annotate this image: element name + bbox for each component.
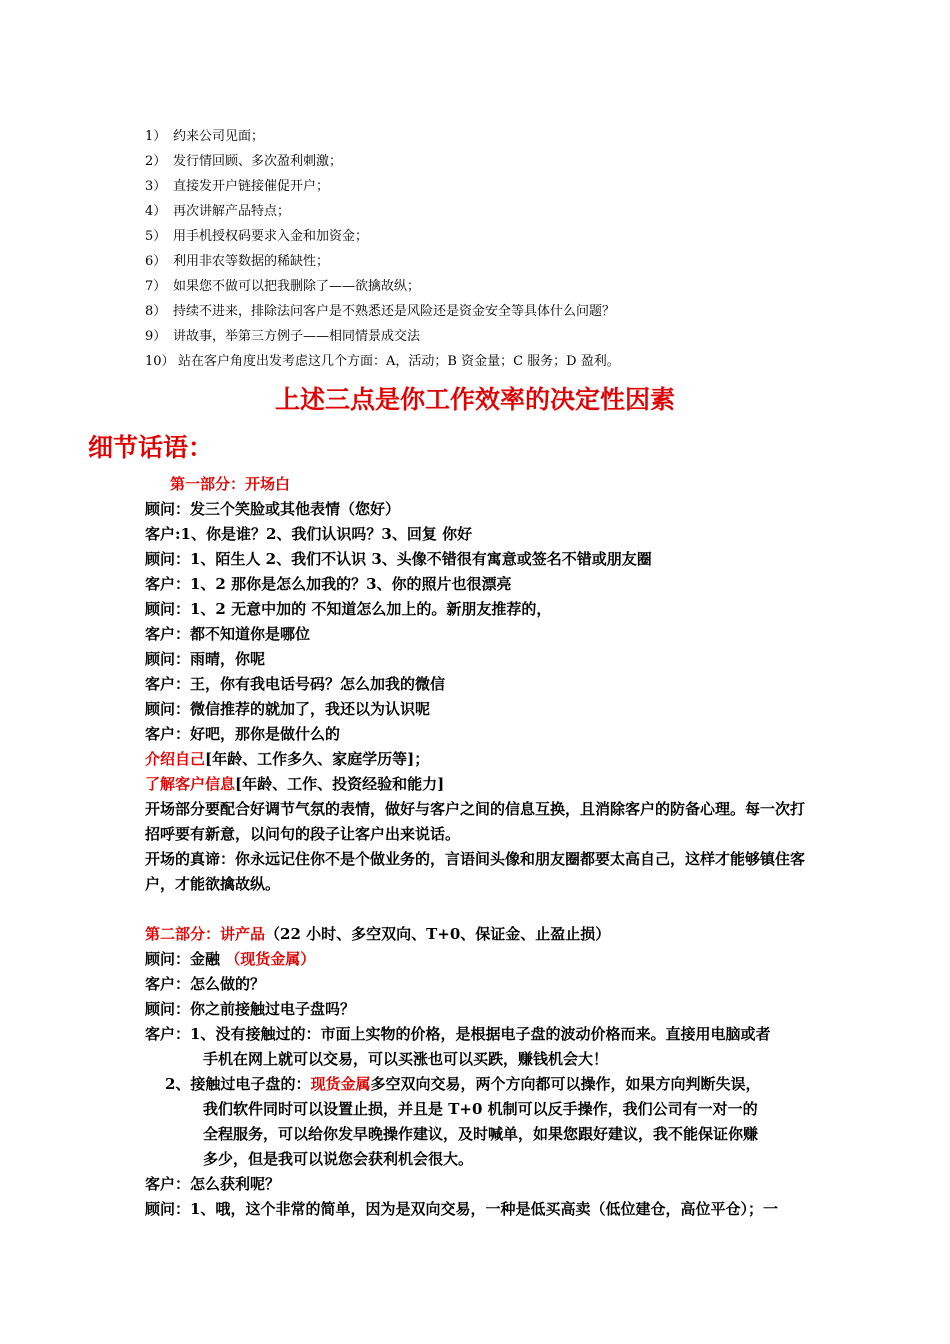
- list-text: 发行情回顾、多次盈利刺激；: [173, 154, 343, 169]
- dialogue-line: 客户：好吧，那你是做什么的: [145, 725, 341, 743]
- know-label: 了解客户信息: [145, 775, 236, 793]
- know-detail: [年龄、工作、投资经验和能力]: [235, 775, 445, 793]
- list-number: 8）: [145, 304, 167, 319]
- dialogue-line: 顾问：微信推荐的就加了，我还以为认识呢: [145, 700, 431, 718]
- list-item: [145, 324, 865, 349]
- dialogue-line-continued: 我们软件同时可以设置止损，并且是 T+0 机制可以反手操作，我们公司有一对一的: [203, 1100, 758, 1118]
- part2-title-label: 第二部分：讲产品: [145, 925, 266, 943]
- dialogue-line-continued: 手机在网上就可以交易，可以买涨也可以买跌，赚钱机会大！: [203, 1050, 609, 1068]
- dialogue-line: [145, 1072, 810, 1097]
- list-number: 2）: [145, 154, 167, 169]
- list-number: 9）: [145, 329, 167, 344]
- dialogue-line-continued: 多少，但是我可以说您会获利机会很大。: [203, 1150, 474, 1168]
- paragraph: 开场的真谛：你永远记住你不是个做业务的，言语间头像和朋友圈都要太高自己，这样才能够镇住客户，才能欲擒故纵。: [145, 850, 806, 893]
- highlight-text: 现货金属: [310, 1075, 371, 1093]
- list-item: [145, 149, 865, 174]
- dialogue-line: 客户：王，你有我电话号码？怎么加我的微信: [145, 675, 446, 693]
- dialogue-line: 客户：怎么做的？: [145, 975, 266, 993]
- part2-title-detail: （22 小时、多空双向、T+0、保证金、止盈止损）: [265, 925, 611, 943]
- list-text: 再次讲解产品特点；: [173, 204, 291, 219]
- intro-detail: [年龄、工作多久、家庭学历等]；: [205, 750, 430, 768]
- dialogue-text: 顾问：金融: [145, 950, 226, 968]
- dialogue-line: 顾问：你之前接触过电子盘吗？: [145, 1000, 356, 1018]
- dialogue-text: 多空双向交易，两个方向都可以操作，如果方向判断失误，: [370, 1075, 761, 1093]
- highlight-text: （现货金属）: [225, 950, 316, 968]
- dialogue-line: 顾问：1、2 无意中加的 不知道怎么加上的。新朋友推荐的，: [145, 600, 552, 618]
- intro-line: [145, 747, 810, 772]
- list-item: [145, 174, 865, 199]
- list-number: 1）: [145, 129, 167, 144]
- dialogue-line: 客户：1、2 那你是怎么加我的？3、你的照片也很漂亮: [145, 575, 512, 593]
- list-text: 用手机授权码要求入金和加资金；: [173, 229, 369, 244]
- list-text: 讲故事，举第三方例子——相同情景成交法: [173, 329, 421, 344]
- dialogue-line: 客户:1、你是谁？2、我们认识吗？3、回复 你好: [145, 525, 473, 543]
- part2-title: [145, 922, 810, 947]
- dialogue-line: [145, 947, 810, 972]
- spacer: [145, 897, 810, 922]
- headline: 上述三点是你工作效率的决定性因素: [274, 385, 675, 414]
- list-text: 持续不进来，排除法问客户是不熟悉还是风险还是资金安全等具体什么问题？: [173, 304, 616, 319]
- list-text: 直接发开户链接催促开户；: [173, 179, 330, 194]
- part1-title: 第一部分：开场白: [170, 475, 291, 493]
- list-number: 4）: [145, 204, 167, 219]
- intro-label: 介绍自己: [145, 750, 206, 768]
- list-number: 3）: [145, 179, 167, 194]
- dialogue-line: 客户：都不知道你是哪位: [145, 625, 311, 643]
- list-text: 利用非农等数据的稀缺性；: [173, 254, 330, 269]
- paragraph: 开场部分要配合好调节气氛的表情，做好与客户之间的信息互换，且消除客户的防备心理。每一次打招呼要有新意，以问句的段子让客户出来说话。: [145, 800, 806, 843]
- steps-list: [145, 124, 865, 374]
- list-number: 5）: [145, 229, 167, 244]
- dialogue-line: 顾问：1、陌生人 2、我们不认识 3、头像不错很有寓意或签名不错或朋友圈: [145, 550, 652, 568]
- dialogue-line: 顾问：1、哦，这个非常的简单，因为是双向交易，一种是低买高卖（低位建仓，高位平仓）；一: [145, 1200, 778, 1218]
- dialogue-text: 2、接触过电子盘的：: [165, 1075, 311, 1093]
- list-item: [145, 349, 865, 374]
- know-line: [145, 772, 810, 797]
- list-item: [145, 249, 865, 274]
- dialogue-line: 客户：怎么获利呢？: [145, 1175, 281, 1193]
- dialogue-line-continued: 全程服务，可以给你发早晚操作建议，及时喊单，如果您跟好建议，我不能保证你赚: [203, 1125, 759, 1143]
- list-item: [145, 124, 865, 149]
- list-text: 约来公司见面；: [173, 129, 265, 144]
- dialogue-line: 客户：1、没有接触过的：市面上实物的价格，是根据电子盘的波动价格而来。直接用电脑或者: [145, 1025, 771, 1043]
- list-text: 如果您不做可以把我删除了——欲擒故纵；: [173, 279, 421, 294]
- list-number: 6）: [145, 254, 167, 269]
- list-item: [145, 199, 865, 224]
- list-number: 10）: [145, 354, 175, 369]
- dialogue-body: [145, 472, 810, 1222]
- list-item: [145, 299, 865, 324]
- section-title: 细节话语：: [88, 433, 214, 462]
- dialogue-line: 顾问：发三个笑脸或其他表情（您好）: [145, 500, 401, 518]
- list-text: 站在客户角度出发考虑这几个方面：A，活动；B 资金量；C 服务；D 盈利。: [178, 354, 620, 369]
- list-item: [145, 274, 865, 299]
- list-item: [145, 224, 865, 249]
- dialogue-line: 顾问：雨晴，你呢: [145, 650, 266, 668]
- list-number: 7）: [145, 279, 167, 294]
